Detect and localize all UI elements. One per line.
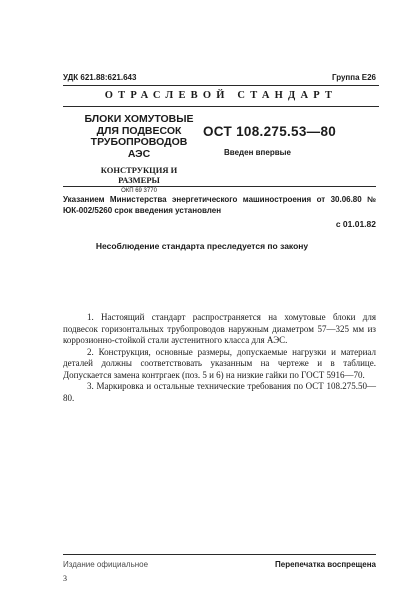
title-line-3: ТРУБОПРОВОДОВ АЭС [90, 136, 188, 160]
legal-warning: Несоблюдение стандарта преследуется по закону [95, 241, 309, 251]
reprint-prohibited-note: Перепечатка воспрещена [275, 560, 376, 569]
effective-date: с 01.01.82 [335, 219, 376, 229]
official-edition-note: Издание официальное [63, 560, 149, 569]
title-block [80, 114, 198, 194]
paragraph-3: 3. Маркировка и остальные технические требования по ОСТ 108.275.50—80. [63, 381, 376, 403]
decree-rule [63, 186, 376, 187]
title-line-2: ДЛЯ ПОДВЕСОК [96, 124, 182, 137]
paragraph-1: 1. Настоящий стандарт распространяется на хомутовые блоки для подвесок горизонтальных трубопроводов наружным диаметром 57—325 мм из коррозионно-стойкой стали аустенитного класса для АЭС. [63, 312, 376, 345]
banner-rule [63, 106, 379, 107]
udk-code: УДК 621.88:621.643 [63, 73, 137, 82]
paragraph-2: 2. Конструкция, основные размеры, допускаемые нагрузки и материал деталей должны соответствовать указанным на чертеже и в таблице. Допускается замена контргаек (поз. 5 и 6) на низкие гайки по ГОСТ 5916—70. [63, 346, 376, 380]
top-rule [63, 85, 379, 86]
introduced-note: Введен впервые [224, 148, 291, 157]
decree-text: Указанием Министерства энергетического машиностроения от 30.06.80 № ЮК-002/5260 срок введения установлен [63, 195, 376, 215]
title-line-1: БЛОКИ ХОМУТОВЫЕ [84, 113, 194, 125]
footer-rule [63, 554, 376, 555]
standard-banner: ОТРАСЛЕВОЙ СТАНДАРТ [104, 90, 338, 101]
body-text [63, 312, 376, 404]
standard-number: ОСТ 108.275.53—80 [203, 124, 337, 139]
title-subtitle: КОНСТРУКЦИЯ И РАЗМЕРЫ [100, 165, 178, 185]
group-code: Группа Е26 [331, 73, 376, 82]
okp-code: ОКП 69 3770 [121, 188, 157, 194]
page-number: 3 [63, 574, 67, 583]
